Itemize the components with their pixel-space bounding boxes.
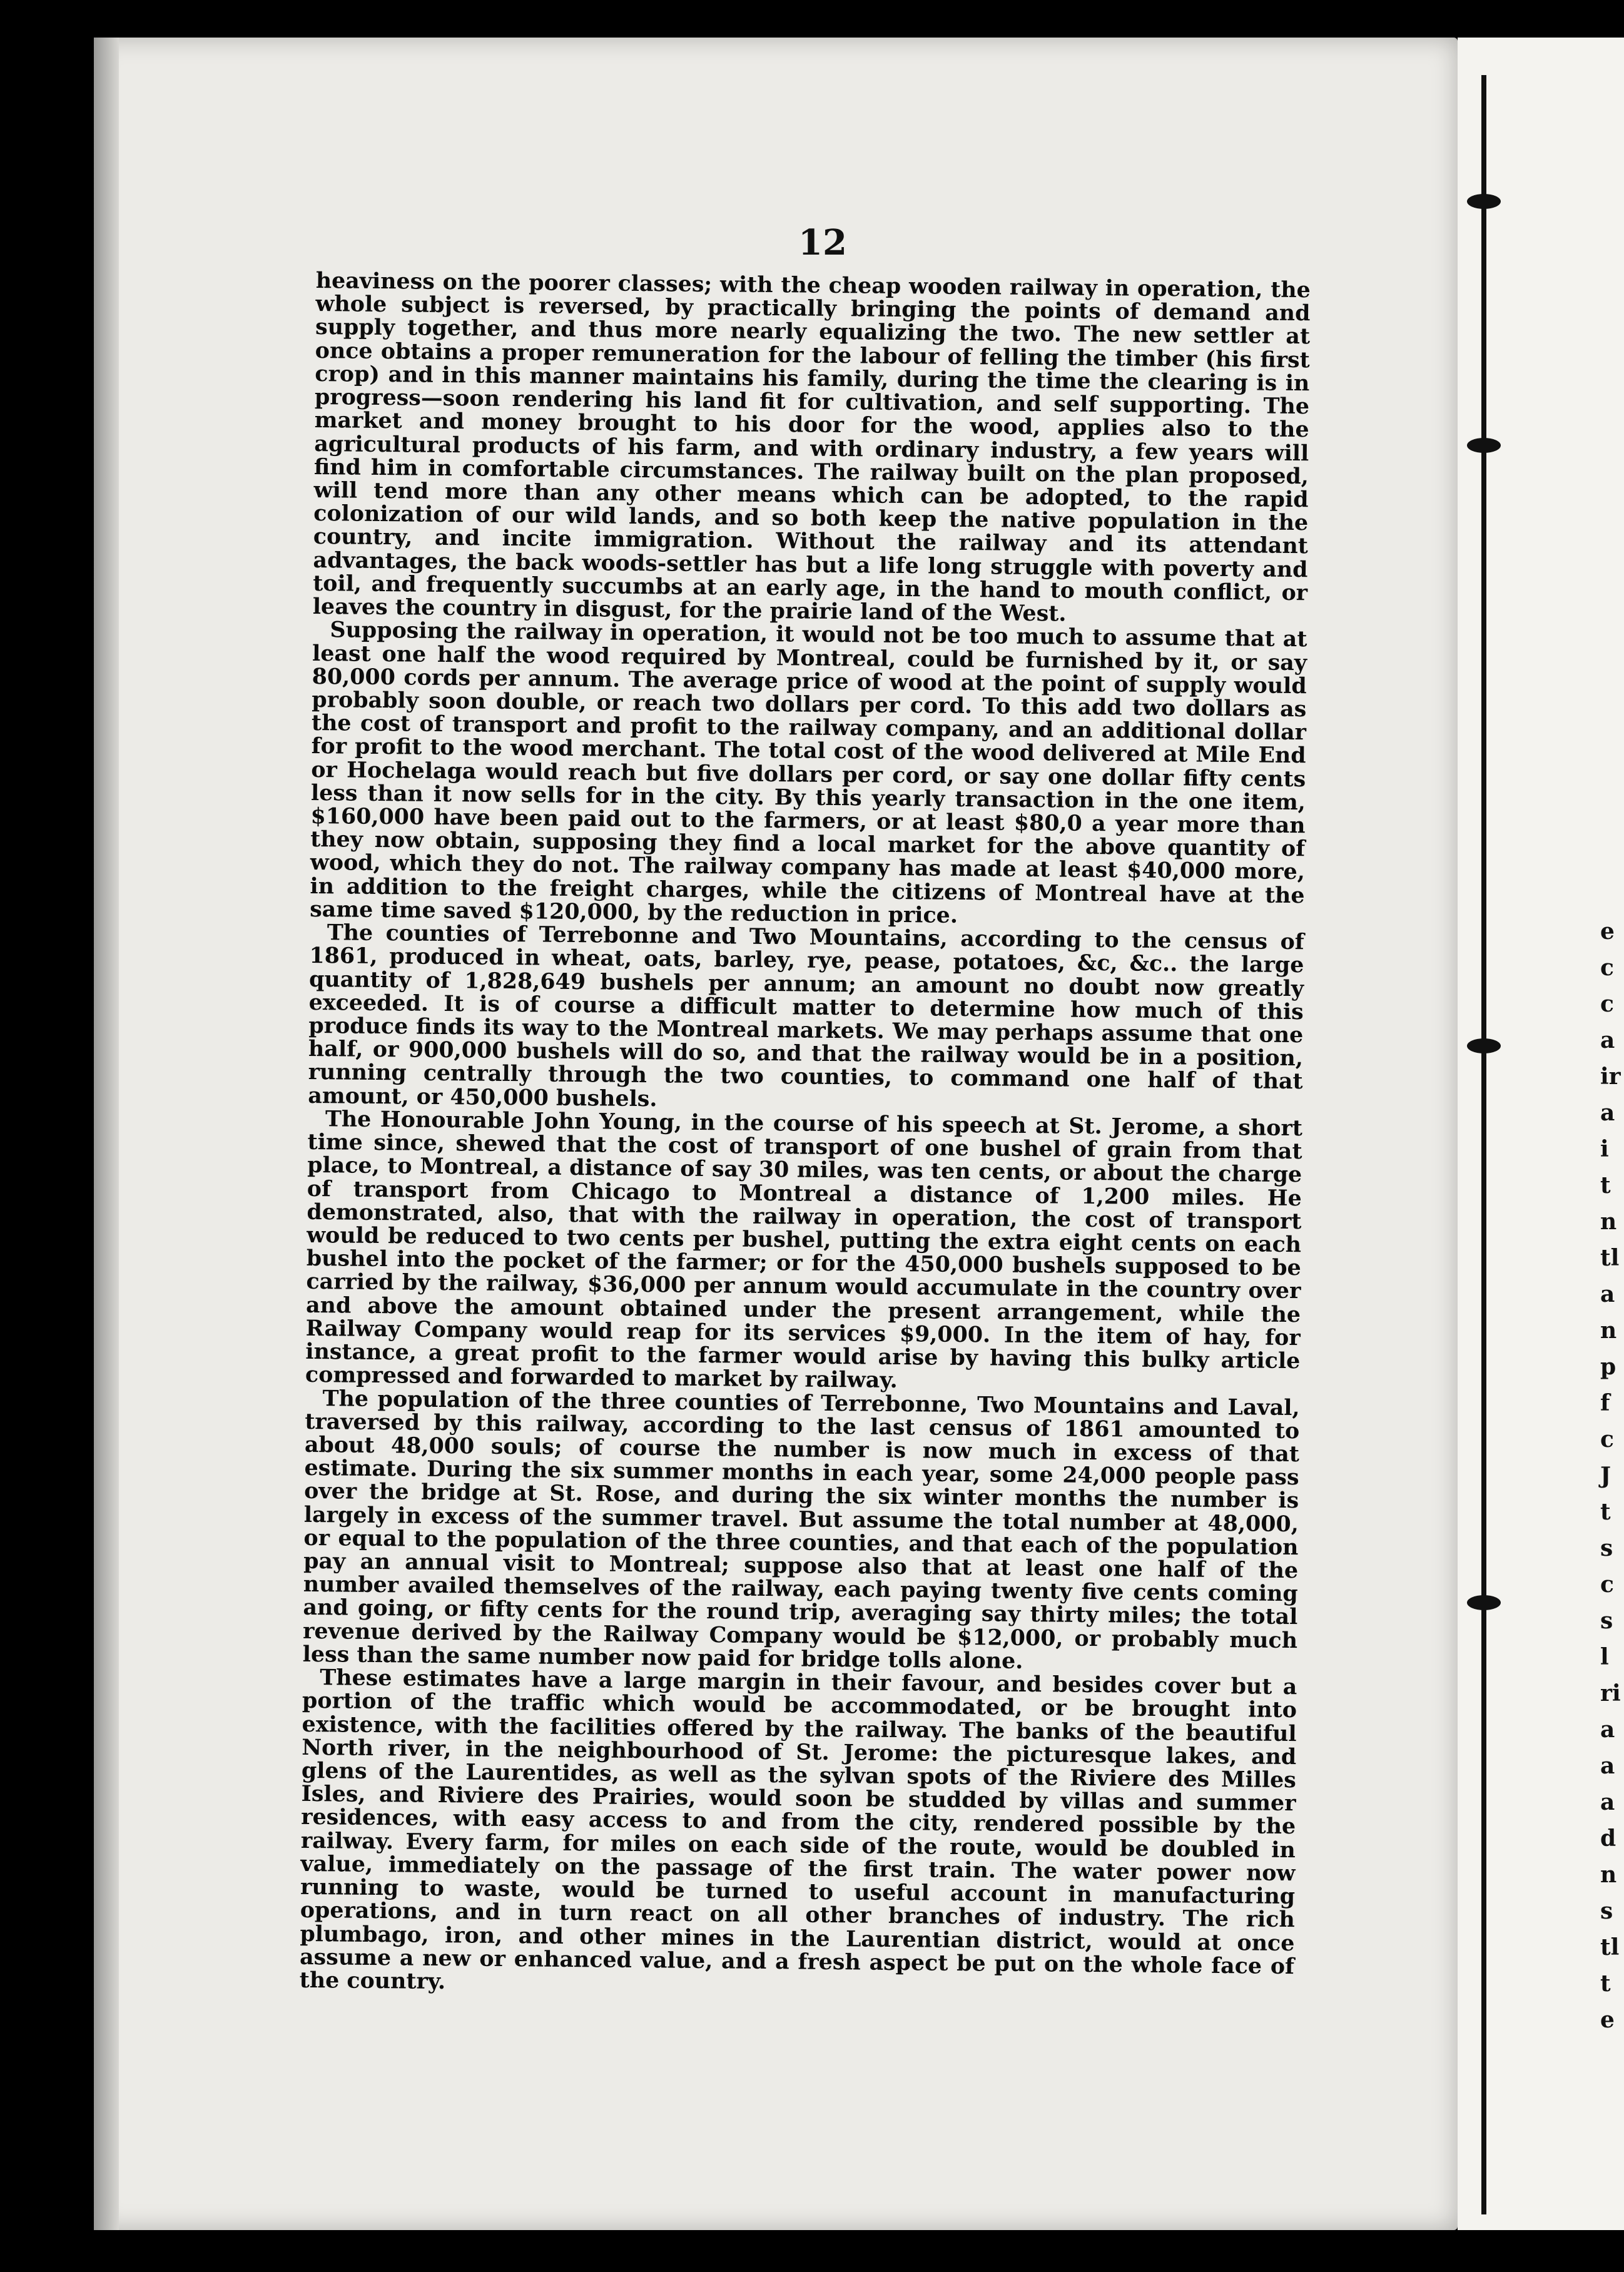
fragment: s <box>1600 1608 1613 1634</box>
fragment: s <box>1600 1535 1613 1561</box>
fragment: t <box>1600 1499 1611 1525</box>
fragment: tl <box>1600 1934 1620 1960</box>
binding-gutter-line <box>1481 75 1486 2214</box>
fragment: c <box>1600 1571 1614 1598</box>
fragment: ri <box>1600 1680 1621 1707</box>
page-shadow-edge <box>94 38 119 2230</box>
fragment: a <box>1600 1717 1615 1743</box>
fragment: a <box>1600 1027 1615 1053</box>
paragraph: The counties of Terrebonne and Two Mountains, according to the census of 1861, produced in wheat, oats, barley, rye, pease, potatoes, &c, &c.. the large quantity of 1,828,649 bushels per annum; an amount no doubt now greatly exceeded. It is of course a difficult matter to determine how much of this produce finds its way to the Montreal markets. We may perhaps assume that one half, or 900,000 bushels will do so, and that the railway would be in a position, running centrally through the two counties, to command one half of that amount, or 450,000 bushels. <box>308 920 1304 1112</box>
binding-stitch-mark <box>1467 194 1501 209</box>
fragment: n <box>1600 1862 1617 1888</box>
fragment: a <box>1600 1789 1615 1815</box>
binding-stitch-mark <box>1467 438 1501 453</box>
fragment: a <box>1600 1753 1615 1779</box>
fragment: p <box>1600 1354 1616 1380</box>
binding-stitch-mark <box>1467 1595 1501 1610</box>
paragraph: Supposing the railway in operation, it would not be too much to assume that at least one half the wood required by Montreal, could be furnished by it, or say 80,000 cords per annum. The average price of wood at the point of supply would probably soon double, or reach two dollars per cord. To this add two dollars as the cost of transport and profit to the railway company, and an additional dollar for profit to the wood merchant. The total cost of the wood delivered at Mile End or Hochelaga would reach but five dollars per cord, or say one dollar fifty cents less than it now sells for in the city. By this yearly transaction in the one item, $160,000 have been paid out to the farmers, or at least $80,0 a year more than they now obtain, supposing they find a local market for the above quantity of wood, which they do not. The railway company has made at least $40,000 more, in addition to the freight charges, while the citizens of Montreal have at the same time saved $120,000, by the reduction in price. <box>309 617 1307 928</box>
fragment: e <box>1600 2007 1615 2033</box>
fragment: e <box>1600 918 1615 945</box>
fragment: c <box>1600 991 1614 1017</box>
fragment: l <box>1600 1644 1609 1670</box>
fragment: d <box>1600 1825 1616 1852</box>
fragment: s <box>1600 1898 1613 1924</box>
fragment: i <box>1600 1136 1609 1162</box>
paragraph: These estimates have a large margin in their favour, and besides cover but a portion of the traffic which would be accommodated, or be brought into existence, with the facilities offered by the railway. The banks of the beautiful North river, in the neighbourhood of St. Jerome: the picturesque lakes, and glens of the Laurentides, as well as the sylvan spots of the Riviere des Milles Isles, and Riviere des Prairies, would soon be studded by villas and summer residences, with easy access to and from the city, rendered possible by the railway. Every farm, for miles on each side of the route, would be doubled in value, immediately on the passage of the first train. The water power now running to waste, would be turned to useful account in manufacturing operations, and in turn react on all other branches of industry. The rich plumbago, iron, and other mines in the Laurentian district, would at once assume a new or enhanced value, and a fresh aspect be put on the whole face of the country. <box>299 1665 1297 1995</box>
fragment: n <box>1600 1317 1617 1344</box>
fragment: tl <box>1600 1245 1620 1271</box>
body-text <box>300 269 1311 2001</box>
fragment: J <box>1600 1463 1611 1489</box>
paragraph: The Honourable John Young, in the course of his speech at St. Jerome, a short time since, shewed that the cost of transport of one bushel of grain from that place, to Montreal, a distance of say 30 miles, was ten cents, or about the charge of transport from Chicago to Montreal a distance of 1,200 miles. He demonstrated, also, that with the railway in operation, the cost of transport would be reduced to two cents per bushel, putting the extra eight cents on each bushel into the pocket of the farmer; or for the 450,000 bushels supposed to be carried by the railway, $36,000 per annum would accumulate in the country over and above the amount obtained under the present arrangement, while the Railway Company would reap for its services $9,000. In the item of hay, for instance, a great profit to the farmer would arise by having this bulky article compressed and forwarded to market by railway. <box>305 1106 1303 1394</box>
fragment: c <box>1600 955 1614 981</box>
fragment: f <box>1600 1390 1610 1416</box>
fragment: c <box>1600 1426 1614 1453</box>
fragment: t <box>1600 1172 1611 1199</box>
binding-stitch-mark <box>1467 1038 1501 1053</box>
paragraph: The population of the three counties of Terrebonne, Two Mountains and Laval, traversed by this railway, according to the last census of 1861 amounted to about 48,000 souls; of course the number is now much in excess of that estimate. During the six summer months in each year, some 24,000 people pass over the bridge at St. Rose, and during the six winter months the number is largely in excess of the summer travel. But assume the total number at 48,000, or equal to the population of the three counties, and that each of the population pay an annual visit to Montreal; suppose also that at least one half of the number availed themselves of the railway, each paying twenty five cents coming and going, or fifty cents for the round trip, averaging say thirty miles; the total revenue derived by the Railway Company would be $12,000, or probably much less than the same number now paid for bridge tolls alone. <box>302 1385 1300 1674</box>
fragment: a <box>1600 1100 1615 1126</box>
fragment: n <box>1600 1209 1617 1235</box>
paragraph: heaviness on the poorer classes; with the cheap wooden railway in operation, the whole subject is reversed, by practically bringing the points of demand and supply together, and thus more nearly equalizing the two. The new settler at once obtains a proper remuneration for the labour of felling the timber (his first crop) and in this manner maintains his family, during the time the clearing is in progress—soon rendering his land fit for cultivation, and self supporting. The market and money brought to his door for the wood, applies also to the agricultural products of his farm, and with ordinary industry, a few years will find him in comfortable circumstances. The railway built on the plan proposed, will tend more than any other means which can be adopted, to the rapid colonization of our wild lands, and so both keep the native population in the country, and incite immigration. Without the railway and its attendant advantages, the back woods-settler has but a life long struggle with poverty and toil, and frequently succumbs at an early age, in the hand to mouth conflict, or leaves the country in disgust, for the prairie land of the West. <box>312 268 1311 627</box>
fragment: a <box>1600 1281 1615 1307</box>
fragment: t <box>1600 1970 1611 1997</box>
adjacent-page-text-fragments <box>1600 920 1624 2044</box>
page-number: 12 <box>798 222 847 263</box>
fragment: ir <box>1600 1063 1621 1090</box>
